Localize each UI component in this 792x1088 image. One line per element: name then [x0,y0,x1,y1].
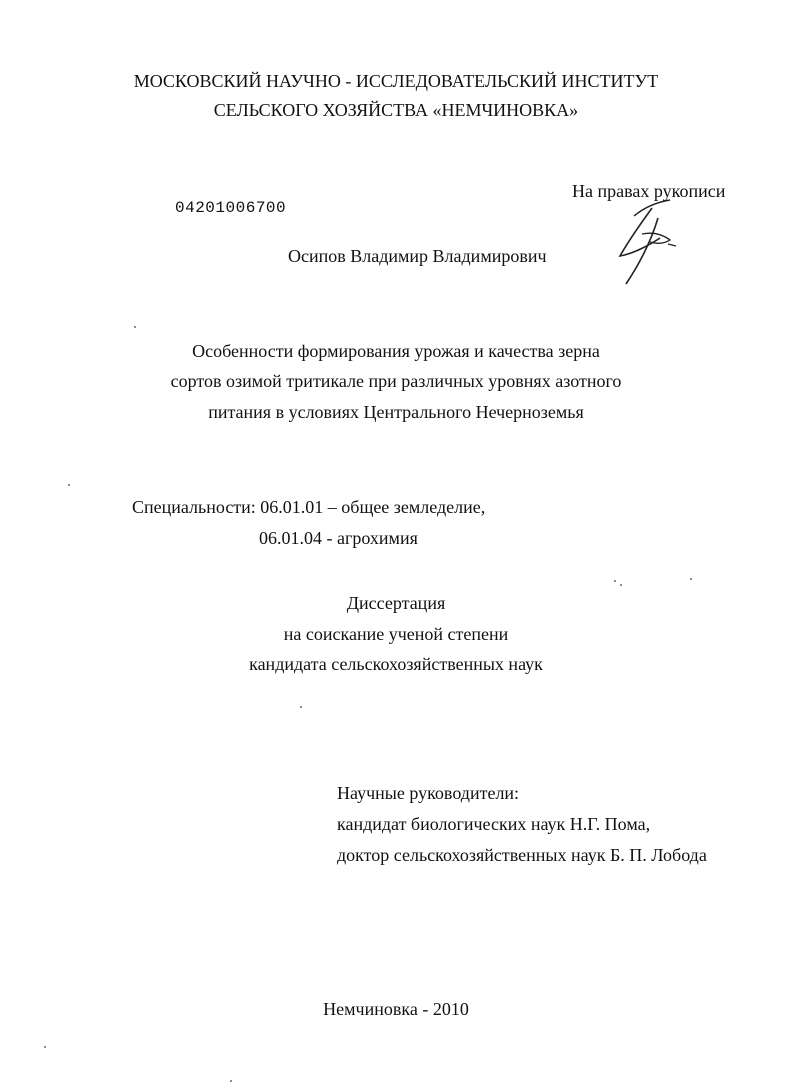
specialties-line-2: 06.01.04 - агрохимия [259,528,418,548]
dissertation-heading: Диссертация [346,593,446,613]
dissertation-field: кандидата сельскохозяйственных наук [249,654,543,674]
scan-speck [44,1046,46,1048]
institution-line-1: МОСКОВСКИЙ НАУЧНО - ИССЛЕДОВАТЕЛЬСКИЙ ИНСТИТУТ [133,71,659,91]
scan-speck [300,706,302,708]
author-name: Осипов Владимир Владимирович [288,246,547,266]
scan-speck [68,484,70,486]
rights-notice: На правах рукописи [572,181,726,201]
title-line-3: питания в условиях Центрального Нечерноземья [208,402,584,422]
scan-speck [614,580,616,582]
signature-image [612,198,682,288]
title-line-1: Особенности формирования урожая и качества зерна [192,341,600,361]
institution-line-2: СЕЛЬСКОГО ХОЗЯЙСТВА «НЕМЧИНОВКА» [213,100,579,120]
supervisor-1: кандидат биологических наук Н.Г. Пома, [337,814,651,834]
scan-speck [620,584,622,586]
scan-speck [134,326,136,328]
title-line-2: сортов озимой тритикале при различных уровнях азотного [170,371,622,391]
supervisor-2: доктор сельскохозяйственных наук Б. П. Лобода [337,845,707,865]
place-year: Немчиновка - 2010 [323,999,469,1019]
scan-speck [690,578,692,580]
supervisors-heading: Научные руководители: [337,783,520,803]
scan-speck [230,1080,232,1082]
dissertation-degree: на соискание ученой степени [283,624,509,644]
document-code: 04201006700 [175,199,287,217]
specialties-line-1: Специальности: 06.01.01 – общее земледелие, [132,497,486,517]
